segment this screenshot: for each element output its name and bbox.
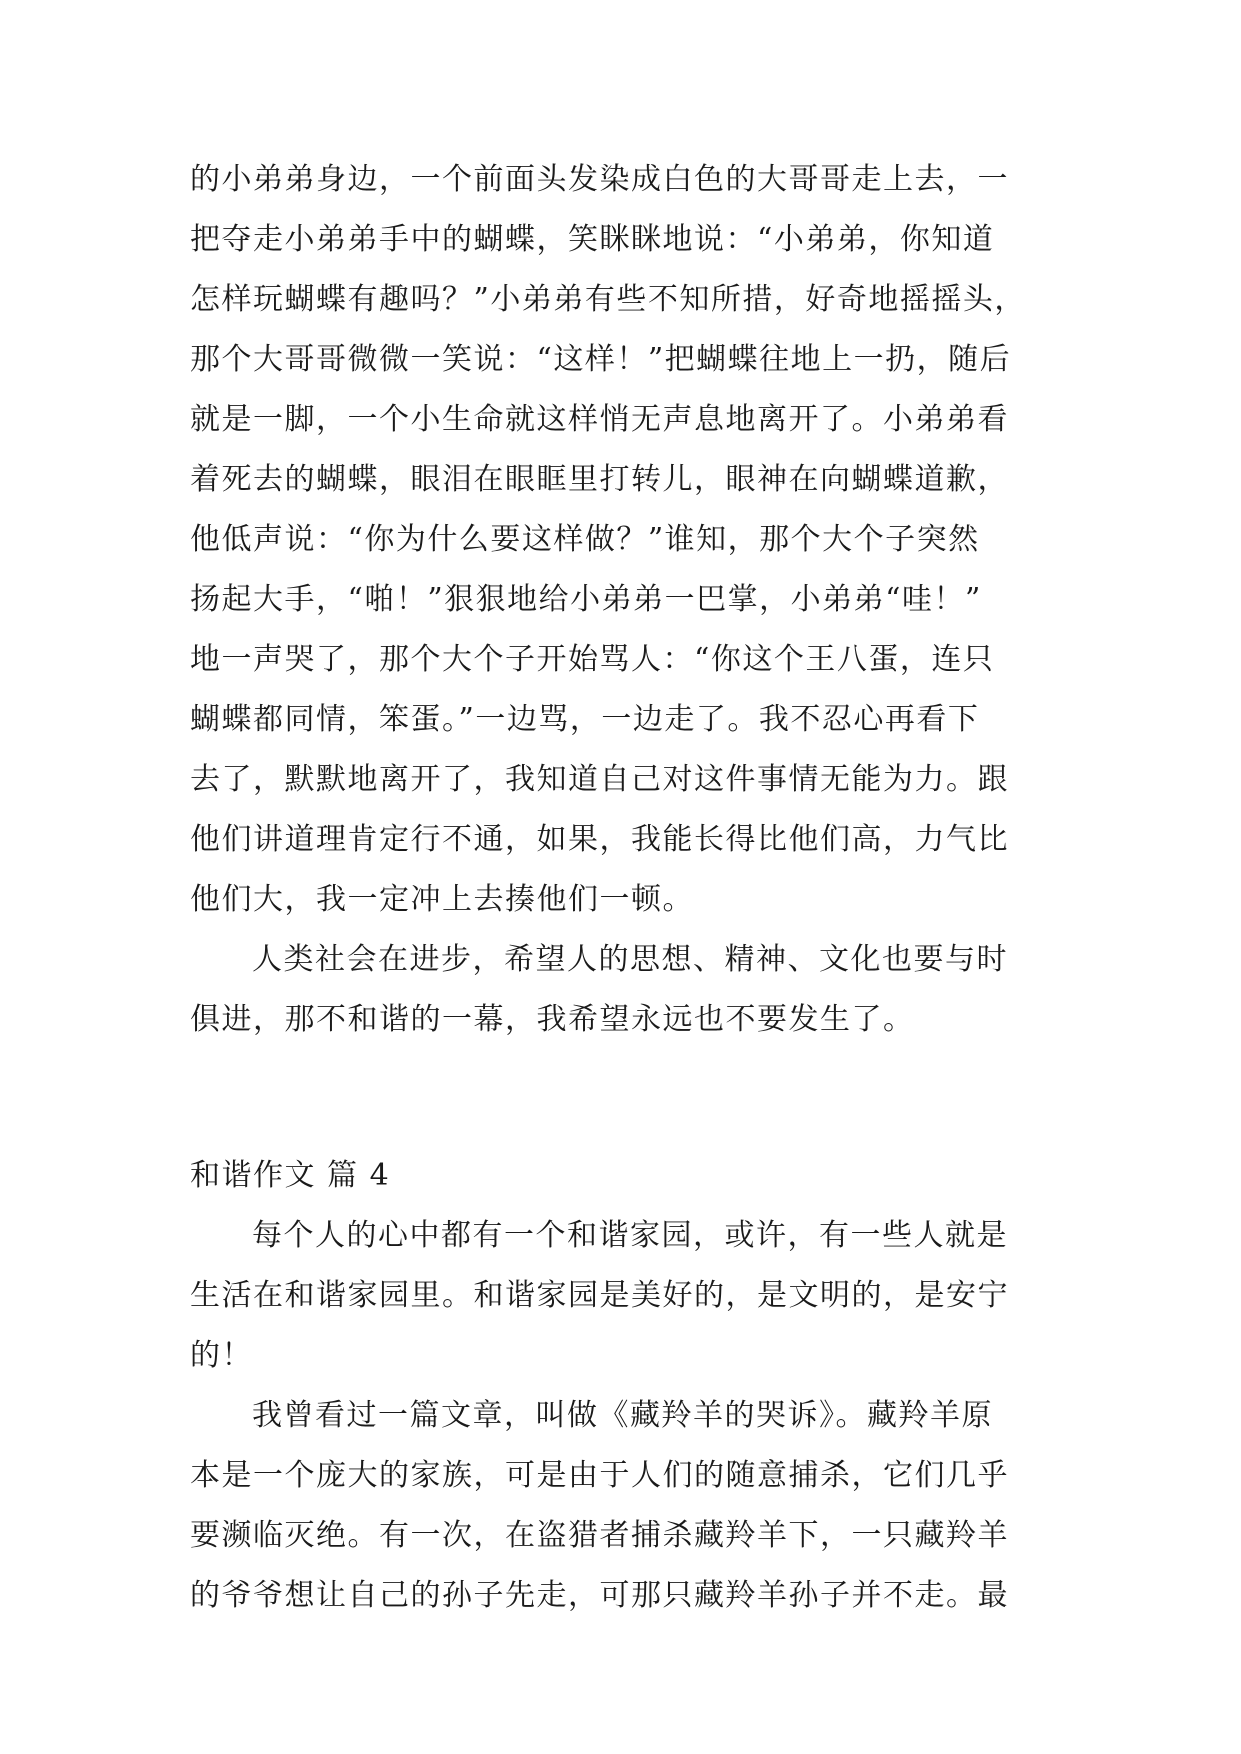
text-line: 本是一个庞大的家族，可是由于人们的随意捕杀，它们几乎 — [190, 1458, 1009, 1493]
text-line: 那个大哥哥微微一笑说：“这样！”把蝴蝶往地上一扔，随后 — [190, 342, 1012, 377]
text-line: 着死去的蝴蝶，眼泪在眼眶里打转儿，眼神在向蝴蝶道歉， — [190, 462, 1009, 497]
text-line: 的小弟弟身边，一个前面头发染成白色的大哥哥走上去，一 — [190, 162, 1009, 197]
paragraph-intro — [190, 1206, 1060, 1386]
paragraph-antelope-story — [190, 1386, 1060, 1626]
text-line: 把夺走小弟弟手中的蝴蝶，笑眯眯地说：“小弟弟，你知道 — [190, 222, 995, 257]
text-line: 扬起大手，“啪！”狠狠地给小弟弟一巴掌，小弟弟“哇！” — [190, 582, 982, 617]
text-line: 蝴蝶都同情，笨蛋。”一边骂，一边走了。我不忍心再看下 — [190, 702, 980, 737]
text-line: 我曾看过一篇文章，叫做《藏羚羊的哭诉》。藏羚羊原 — [252, 1398, 993, 1433]
text-line: 就是一脚，一个小生命就这样悄无声息地离开了。小弟弟看 — [190, 402, 1009, 437]
paragraph-conclusion — [190, 930, 1060, 1050]
text-line: 每个人的心中都有一个和谐家园，或许，有一些人就是 — [252, 1218, 1008, 1253]
text-line: 怎样玩蝴蝶有趣吗？”小弟弟有些不知所措，好奇地摇摇头， — [190, 282, 1026, 317]
text-line: 的爷爷想让自己的孙子先走，可那只藏羚羊孙子并不走。最 — [190, 1578, 1009, 1613]
text-line: 地一声哭了，那个大个子开始骂人：“你这个王八蛋，连只 — [190, 642, 995, 677]
document-page — [190, 150, 1060, 1626]
section-gap — [190, 1050, 1060, 1146]
text-line: 他们大，我一定冲上去揍他们一顿。 — [190, 882, 694, 917]
text-line: 要濒临灭绝。有一次，在盗猎者捕杀藏羚羊下，一只藏羚羊 — [190, 1518, 1009, 1553]
text-line: 生活在和谐家园里。和谐家园是美好的，是文明的，是安宁 — [190, 1278, 1009, 1313]
text-line: 的！ — [190, 1338, 253, 1373]
text-line: 俱进，那不和谐的一幕，我希望永远也不要发生了。 — [190, 1002, 915, 1037]
section-heading: 和谐作文 篇 4 — [190, 1158, 391, 1193]
text-line: 他们讲道理肯定行不通，如果，我能长得比他们高，力气比 — [190, 822, 1009, 857]
text-line: 去了，默默地离开了，我知道自己对这件事情无能为力。跟 — [190, 762, 1009, 797]
text-line: 人类社会在进步，希望人的思想、精神、文化也要与时 — [252, 942, 1008, 977]
text-line: 他低声说：“你为什么要这样做？”谁知，那个大个子突然 — [190, 522, 980, 557]
paragraph-story-continued — [190, 150, 1060, 930]
